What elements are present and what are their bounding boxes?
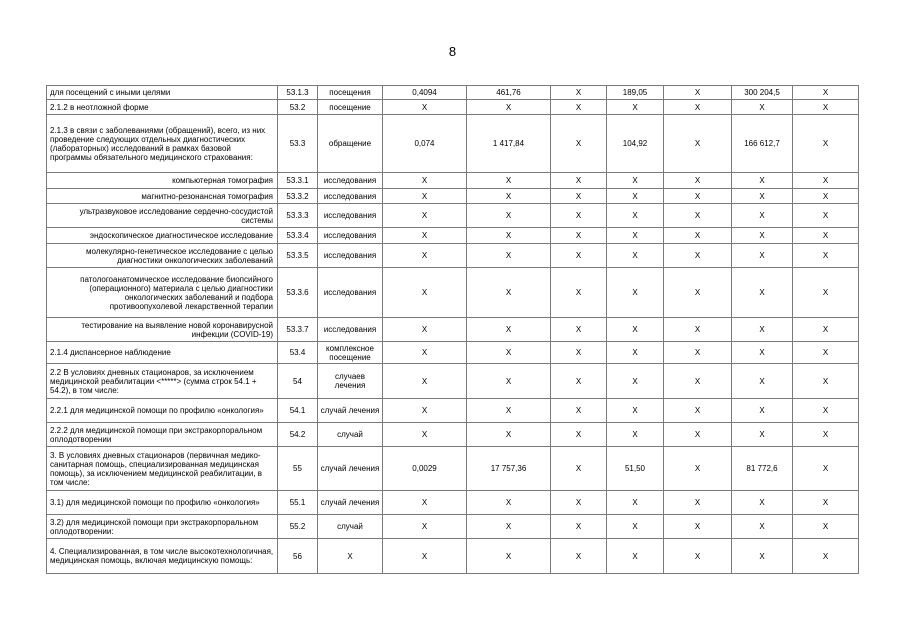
row-value-cell: Х [383, 100, 467, 115]
table-row [47, 423, 859, 447]
row-value-cell: Х [383, 173, 467, 189]
page-number: 8 [448, 44, 457, 59]
row-value-cell: Х [551, 100, 607, 115]
row-value-cell: Х [467, 173, 551, 189]
row-value-cell: Х [664, 204, 732, 228]
row-name-cell: 2.1.3 в связи с заболеваниями (обращений), всего, из них проведение следующих отдельных диагностических (лабораторных) исследований в рамках базовой программы обязательного медицинского страхования: [47, 115, 278, 173]
row-unit-cell: Х [318, 539, 383, 574]
row-value-cell: Х [664, 491, 732, 515]
row-value-cell: Х [793, 100, 859, 115]
row-code-cell: 53.3.4 [278, 228, 318, 244]
row-value-cell: Х [607, 204, 664, 228]
row-value-cell: Х [664, 268, 732, 318]
table-row [47, 100, 859, 115]
row-value-cell: Х [607, 364, 664, 399]
row-value-cell: Х [383, 189, 467, 204]
row-unit-cell: исследования [318, 204, 383, 228]
row-value-cell: Х [664, 173, 732, 189]
row-name-cell: 3.1) для медицинской помощи по профилю «онкология» [47, 491, 278, 515]
row-value-cell: Х [467, 204, 551, 228]
row-value-cell: Х [467, 515, 551, 539]
row-value-cell: 81 772,6 [732, 447, 793, 491]
row-value-cell: Х [793, 399, 859, 423]
row-value-cell: Х [664, 115, 732, 173]
row-value-cell: Х [732, 539, 793, 574]
row-value-cell: Х [383, 399, 467, 423]
row-value-cell: Х [607, 173, 664, 189]
row-value-cell: Х [664, 364, 732, 399]
row-value-cell: Х [664, 189, 732, 204]
row-unit-cell: исследования [318, 173, 383, 189]
row-value-cell: Х [664, 342, 732, 364]
row-value-cell: Х [467, 228, 551, 244]
row-value-cell: Х [551, 189, 607, 204]
row-value-cell: Х [732, 423, 793, 447]
row-value-cell: Х [383, 268, 467, 318]
row-value-cell: Х [664, 447, 732, 491]
row-value-cell: Х [607, 100, 664, 115]
row-value-cell: Х [793, 115, 859, 173]
row-value-cell: Х [793, 228, 859, 244]
table-row [47, 204, 859, 228]
row-name-cell: тестирование на выявление новой коронавирусной инфекции (COVID-19) [47, 318, 278, 342]
row-value-cell: Х [664, 228, 732, 244]
table-row [47, 491, 859, 515]
row-value-cell: Х [467, 342, 551, 364]
row-value-cell: Х [607, 318, 664, 342]
row-value-cell: Х [732, 491, 793, 515]
row-value-cell: 104,92 [607, 115, 664, 173]
row-value-cell: Х [607, 399, 664, 423]
row-code-cell: 53.2 [278, 100, 318, 115]
row-value-cell: Х [664, 100, 732, 115]
row-value-cell: Х [551, 173, 607, 189]
table-row [47, 539, 859, 574]
table-row [47, 173, 859, 189]
row-code-cell: 56 [278, 539, 318, 574]
row-value-cell: Х [467, 318, 551, 342]
row-value-cell: Х [383, 228, 467, 244]
row-code-cell: 53.3.6 [278, 268, 318, 318]
row-value-cell: Х [732, 100, 793, 115]
row-value-cell: Х [551, 342, 607, 364]
row-value-cell: Х [467, 491, 551, 515]
row-code-cell: 53.3.1 [278, 173, 318, 189]
row-value-cell: Х [551, 244, 607, 268]
row-value-cell: Х [732, 244, 793, 268]
row-value-cell: Х [793, 318, 859, 342]
row-value-cell: Х [793, 491, 859, 515]
row-value-cell: 0,0029 [383, 447, 467, 491]
row-code-cell: 55 [278, 447, 318, 491]
table-row [47, 515, 859, 539]
row-value-cell: Х [607, 342, 664, 364]
row-value-cell: Х [793, 244, 859, 268]
row-value-cell: Х [467, 539, 551, 574]
row-value-cell: Х [467, 364, 551, 399]
row-name-cell: 4. Специализированная, в том числе высокотехнологичная, медицинская помощь, включая медицинскую помощь: [47, 539, 278, 574]
row-value-cell: Х [732, 268, 793, 318]
row-unit-cell: случай лечения [318, 491, 383, 515]
row-value-cell: Х [467, 100, 551, 115]
row-code-cell: 53.3.3 [278, 204, 318, 228]
row-value-cell: Х [607, 539, 664, 574]
row-name-cell: 2.2 В условиях дневных стационаров, за исключением медицинской реабилитации <*****> (сумма строк 54.1 + 54.2), в том числе: [47, 364, 278, 399]
row-value-cell: Х [551, 491, 607, 515]
row-value-cell: Х [607, 268, 664, 318]
row-value-cell: Х [607, 189, 664, 204]
row-name-cell: для посещений с иными целями [47, 86, 278, 100]
row-value-cell: Х [551, 318, 607, 342]
row-name-cell: 2.2.2 для медицинской помощи при экстракорпоральном оплодотворении [47, 423, 278, 447]
row-value-cell: Х [793, 447, 859, 491]
row-unit-cell: посещение [318, 100, 383, 115]
row-value-cell: Х [383, 539, 467, 574]
row-value-cell: Х [732, 173, 793, 189]
row-code-cell: 54.2 [278, 423, 318, 447]
row-value-cell: Х [551, 364, 607, 399]
row-name-cell: магнитно-резонансная томография [47, 189, 278, 204]
data-table [46, 85, 859, 574]
row-code-cell: 53.1.3 [278, 86, 318, 100]
row-value-cell: 0,4094 [383, 86, 467, 100]
row-unit-cell: случай лечения [318, 399, 383, 423]
row-name-cell: компьютерная томография [47, 173, 278, 189]
row-value-cell: Х [607, 228, 664, 244]
row-value-cell: Х [793, 342, 859, 364]
row-value-cell: Х [664, 86, 732, 100]
row-value-cell: Х [732, 515, 793, 539]
row-value-cell: Х [664, 515, 732, 539]
row-unit-cell: исследования [318, 228, 383, 244]
row-value-cell: Х [793, 423, 859, 447]
row-value-cell: 17 757,36 [467, 447, 551, 491]
row-name-cell: 3. В условиях дневных стационаров (первичная медико-санитарная помощь, специализированная медицинская помощь), за исключением медицинской реабилитации, в том числе: [47, 447, 278, 491]
row-code-cell: 55.2 [278, 515, 318, 539]
row-value-cell: Х [732, 342, 793, 364]
row-value-cell: Х [551, 86, 607, 100]
table-row [47, 115, 859, 173]
row-value-cell: Х [793, 268, 859, 318]
table-row [47, 447, 859, 491]
row-value-cell: Х [607, 515, 664, 539]
row-value-cell: Х [664, 423, 732, 447]
table-row [47, 86, 859, 100]
table-row [47, 228, 859, 244]
row-code-cell: 53.4 [278, 342, 318, 364]
row-unit-cell: обращение [318, 115, 383, 173]
row-value-cell: Х [551, 423, 607, 447]
row-value-cell: 1 417,84 [467, 115, 551, 173]
row-value-cell: Х [793, 189, 859, 204]
row-unit-cell: исследования [318, 268, 383, 318]
row-value-cell: Х [383, 515, 467, 539]
row-code-cell: 54.1 [278, 399, 318, 423]
row-unit-cell: случай [318, 423, 383, 447]
row-value-cell: Х [664, 399, 732, 423]
row-value-cell: Х [383, 318, 467, 342]
row-value-cell: Х [383, 342, 467, 364]
table-row [47, 399, 859, 423]
row-name-cell: 2.2.1 для медицинской помощи по профилю «онкология» [47, 399, 278, 423]
row-value-cell: Х [732, 204, 793, 228]
row-unit-cell: комплексное посещение [318, 342, 383, 364]
row-name-cell: патологоанатомическое исследование биопсийного (операционного) материала с целью диагностики онкологических заболеваний и подбора противоопухолевой лекарственной терапии [47, 268, 278, 318]
row-value-cell: Х [793, 515, 859, 539]
row-value-cell: Х [551, 204, 607, 228]
row-code-cell: 53.3.5 [278, 244, 318, 268]
row-value-cell: Х [551, 228, 607, 244]
row-value-cell: Х [551, 268, 607, 318]
row-value-cell: Х [383, 364, 467, 399]
table-row [47, 318, 859, 342]
row-value-cell: 300 204,5 [732, 86, 793, 100]
row-value-cell: Х [551, 515, 607, 539]
table-row [47, 364, 859, 399]
row-unit-cell: исследования [318, 189, 383, 204]
row-value-cell: 189,05 [607, 86, 664, 100]
row-value-cell: Х [467, 399, 551, 423]
row-value-cell: 166 612,7 [732, 115, 793, 173]
row-value-cell: Х [467, 189, 551, 204]
row-value-cell: Х [467, 423, 551, 447]
row-unit-cell: исследования [318, 244, 383, 268]
row-value-cell: Х [664, 318, 732, 342]
row-value-cell: Х [607, 244, 664, 268]
row-value-cell: Х [383, 423, 467, 447]
row-value-cell: Х [607, 423, 664, 447]
row-value-cell: Х [793, 173, 859, 189]
row-value-cell: Х [383, 491, 467, 515]
row-name-cell: 2.1.4 диспансерное наблюдение [47, 342, 278, 364]
row-unit-cell: случай лечения [318, 447, 383, 491]
row-unit-cell: случай [318, 515, 383, 539]
row-code-cell: 53.3 [278, 115, 318, 173]
table-row [47, 342, 859, 364]
row-name-cell: 2.1.2 в неотложной форме [47, 100, 278, 115]
row-value-cell: Х [732, 318, 793, 342]
row-value-cell: Х [551, 115, 607, 173]
row-value-cell: Х [551, 399, 607, 423]
row-unit-cell: посещения [318, 86, 383, 100]
row-value-cell: Х [551, 447, 607, 491]
row-name-cell: молекулярно-генетическое исследование с целью диагностики онкологических заболеваний [47, 244, 278, 268]
row-value-cell: Х [793, 364, 859, 399]
row-name-cell: 3.2) для медицинской помощи при экстракорпоральном оплодотворении: [47, 515, 278, 539]
row-code-cell: 54 [278, 364, 318, 399]
row-value-cell: Х [793, 204, 859, 228]
row-value-cell: Х [607, 491, 664, 515]
row-value-cell: Х [793, 86, 859, 100]
row-value-cell: 461,76 [467, 86, 551, 100]
row-value-cell: Х [664, 244, 732, 268]
row-code-cell: 53.3.7 [278, 318, 318, 342]
row-value-cell: Х [467, 244, 551, 268]
table-row [47, 244, 859, 268]
row-value-cell: Х [732, 399, 793, 423]
row-value-cell: Х [732, 364, 793, 399]
row-name-cell: эндоскопическое диагностическое исследование [47, 228, 278, 244]
row-name-cell: ультразвуковое исследование сердечно-сосудистой системы [47, 204, 278, 228]
row-value-cell: Х [793, 539, 859, 574]
table-row [47, 189, 859, 204]
row-value-cell: 0,074 [383, 115, 467, 173]
row-value-cell: Х [664, 539, 732, 574]
row-unit-cell: исследования [318, 318, 383, 342]
row-value-cell: 51,50 [607, 447, 664, 491]
row-code-cell: 55.1 [278, 491, 318, 515]
row-value-cell: Х [732, 189, 793, 204]
row-code-cell: 53.3.2 [278, 189, 318, 204]
table-row [47, 268, 859, 318]
row-value-cell: Х [383, 204, 467, 228]
row-value-cell: Х [467, 268, 551, 318]
row-value-cell: Х [732, 228, 793, 244]
row-value-cell: Х [383, 244, 467, 268]
row-value-cell: Х [551, 539, 607, 574]
row-unit-cell: случаев лечения [318, 364, 383, 399]
